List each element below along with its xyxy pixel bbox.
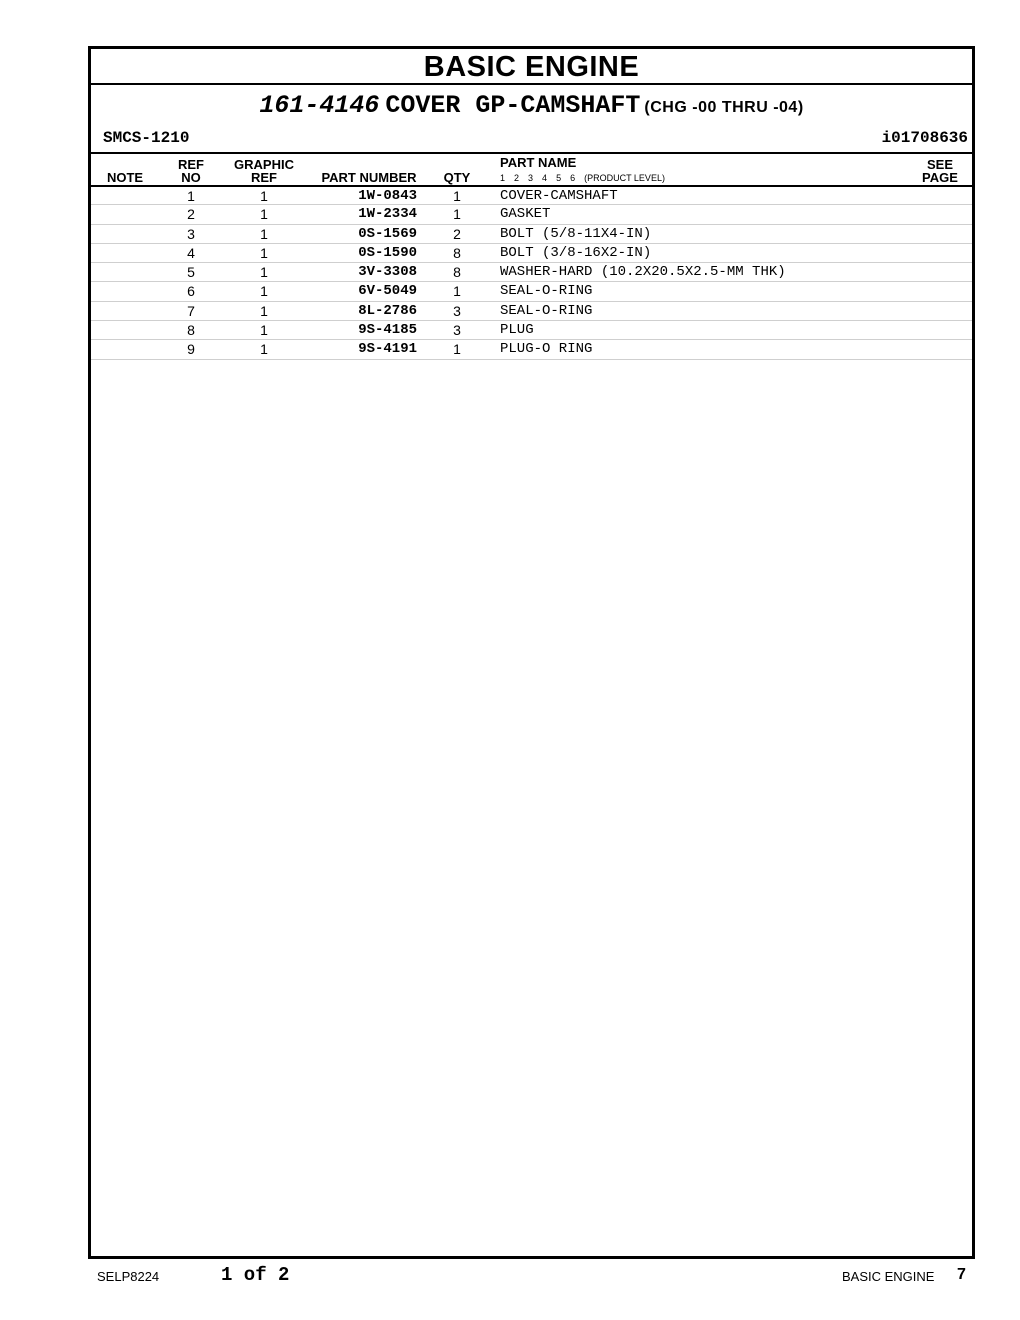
graphic-ref-cell: 1 bbox=[260, 322, 268, 339]
qty-cell: 2 bbox=[453, 225, 461, 242]
part-name-cell: SEAL-O-RING bbox=[500, 302, 593, 319]
graphic-ref-cell: 1 bbox=[260, 244, 268, 261]
footer-page-number: 7 bbox=[957, 1266, 966, 1283]
graphic-ref-cell: 1 bbox=[260, 341, 268, 358]
table-row bbox=[91, 301, 972, 320]
header-ref-no-top: REF bbox=[178, 157, 204, 172]
ref-no-cell: 8 bbox=[187, 322, 195, 339]
header-see-page-top: SEE bbox=[926, 157, 953, 172]
section-title: BASIC ENGINE bbox=[91, 49, 972, 85]
qty-cell: 8 bbox=[453, 244, 461, 261]
part-name-cell: WASHER-HARD (10.2X20.5X2.5-MM THK) bbox=[500, 264, 786, 281]
smcs-code: SMCS-1210 bbox=[103, 129, 190, 147]
product-level-legend bbox=[500, 173, 674, 183]
table-row bbox=[91, 243, 972, 262]
graphic-ref-cell: 1 bbox=[260, 225, 268, 242]
product-level-digit: 4 bbox=[542, 173, 548, 183]
footer-page-of: 1 of 2 bbox=[221, 1264, 290, 1286]
group-name: COVER GP-CAMSHAFT bbox=[385, 91, 641, 120]
parts-page-frame bbox=[88, 46, 975, 1259]
graphic-ref-cell: 1 bbox=[260, 264, 268, 281]
parts-table bbox=[91, 185, 972, 360]
header-see-page-bottom: PAGE bbox=[922, 170, 958, 185]
part-name-cell: COVER-CAMSHAFT bbox=[500, 188, 618, 204]
header-qty: QTY bbox=[443, 170, 471, 185]
ref-no-cell: 5 bbox=[187, 264, 195, 281]
table-row bbox=[91, 185, 972, 204]
part-number-cell: 6V-5049 bbox=[358, 283, 417, 300]
ref-no-cell: 6 bbox=[187, 283, 195, 300]
ref-no-cell: 1 bbox=[187, 188, 195, 204]
table-row bbox=[91, 262, 972, 281]
ref-no-cell: 2 bbox=[187, 206, 195, 223]
part-name-cell: SEAL-O-RING bbox=[500, 283, 593, 300]
part-number-cell: 0S-1569 bbox=[358, 225, 417, 242]
part-number-cell: 3V-3308 bbox=[358, 264, 417, 281]
table-row bbox=[91, 320, 972, 339]
table-row bbox=[91, 339, 972, 359]
product-level-digit: 3 bbox=[528, 173, 534, 183]
ref-no-cell: 9 bbox=[187, 341, 195, 358]
graphic-ref-cell: 1 bbox=[260, 302, 268, 319]
part-name-cell: PLUG-O RING bbox=[500, 341, 593, 358]
header-divider bbox=[91, 152, 972, 154]
footer-doc-number: SELP8224 bbox=[97, 1269, 160, 1284]
header-graphic-ref-bottom: REF bbox=[251, 170, 277, 185]
part-number-cell: 1W-2334 bbox=[358, 206, 417, 223]
product-level-label: (PRODUCT LEVEL) bbox=[584, 173, 665, 183]
qty-cell: 3 bbox=[453, 302, 461, 319]
part-number-cell: 9S-4191 bbox=[358, 341, 417, 358]
graphic-ref-cell: 1 bbox=[260, 206, 268, 223]
footer-section: BASIC ENGINE bbox=[842, 1269, 935, 1284]
part-name-cell: BOLT (3/8-16X2-IN) bbox=[500, 244, 652, 261]
illustration-id: i01708636 bbox=[881, 129, 968, 147]
part-number-cell: 8L-2786 bbox=[358, 302, 417, 319]
ref-no-cell: 7 bbox=[187, 302, 195, 319]
part-number-cell: 0S-1590 bbox=[358, 244, 417, 261]
part-name-cell: PLUG bbox=[500, 322, 534, 339]
ref-no-cell: 4 bbox=[187, 244, 195, 261]
graphic-ref-cell: 1 bbox=[260, 283, 268, 300]
qty-cell: 3 bbox=[453, 322, 461, 339]
group-part-number: 161-4146 bbox=[259, 91, 380, 120]
group-title bbox=[91, 91, 972, 120]
header-part-number: PART NUMBER bbox=[321, 170, 417, 185]
qty-cell: 1 bbox=[453, 283, 461, 300]
part-name-cell: BOLT (5/8-11X4-IN) bbox=[500, 225, 652, 242]
table-row bbox=[91, 281, 972, 300]
qty-cell: 1 bbox=[453, 206, 461, 223]
ref-no-cell: 3 bbox=[187, 225, 195, 242]
product-level-digit: 1 bbox=[500, 173, 506, 183]
product-level-digit: 2 bbox=[514, 173, 520, 183]
header-ref-no-bottom: NO bbox=[181, 170, 201, 185]
header-graphic-ref-top: GRAPHIC bbox=[234, 157, 294, 172]
qty-cell: 1 bbox=[453, 341, 461, 358]
table-row bbox=[91, 204, 972, 223]
table-row bbox=[91, 224, 972, 243]
part-number-cell: 1W-0843 bbox=[358, 188, 417, 204]
graphic-ref-cell: 1 bbox=[260, 188, 268, 204]
product-level-digit: 6 bbox=[570, 173, 576, 183]
product-level-digit: 5 bbox=[556, 173, 562, 183]
part-number-cell: 9S-4185 bbox=[358, 322, 417, 339]
group-change-level: (CHG -00 THRU -04) bbox=[644, 99, 804, 116]
part-name-cell: GASKET bbox=[500, 206, 551, 223]
qty-cell: 1 bbox=[453, 188, 461, 204]
header-note: NOTE bbox=[106, 170, 144, 185]
header-part-name: PART NAME bbox=[500, 155, 577, 170]
qty-cell: 8 bbox=[453, 264, 461, 281]
